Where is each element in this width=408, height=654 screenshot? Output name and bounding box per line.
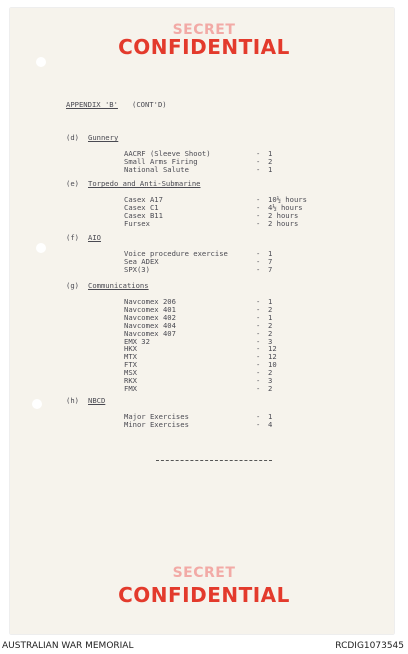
exercise-count: 1 <box>268 312 273 322</box>
exercise-count: 1 <box>268 412 273 421</box>
section-letter: (g) <box>66 281 79 290</box>
exercise-count: 4½ hours <box>268 202 303 212</box>
exercise-name: FTX <box>124 360 137 370</box>
exercise-count: 1 <box>268 164 273 174</box>
exercise-name: Voice procedure exercise <box>124 249 228 258</box>
exercise-count: 3 <box>268 336 273 346</box>
exercise-dash: - <box>256 264 261 274</box>
exercise-dash: - <box>256 304 261 314</box>
exercise-dash: - <box>256 249 261 258</box>
exercise-count: 7 <box>268 256 273 266</box>
exercise-name: Small Arms Firing <box>124 156 198 166</box>
appendix-continued: (CONT'D) <box>132 100 167 109</box>
exercise-count: 12 <box>268 352 277 362</box>
exercise-count: 10½ hours <box>268 195 307 204</box>
exercise-dash: - <box>256 360 261 370</box>
exercise-count: 2 <box>268 304 273 314</box>
exercise-name: MTX <box>124 352 137 362</box>
exercise-dash: - <box>256 344 261 354</box>
exercise-count: 2 <box>268 383 273 393</box>
stamp-confidential-bottom: CONFIDENTIAL <box>118 583 290 607</box>
appendix-heading: APPENDIX 'B' <box>66 100 118 109</box>
section-title: Torpedo and Anti-Submarine <box>88 179 201 188</box>
exercise-name: Navcomex 407 <box>124 328 176 338</box>
exercise-dash: - <box>256 412 261 421</box>
exercise-count: 2 <box>268 156 273 166</box>
exercise-dash: - <box>256 352 261 362</box>
exercise-name: Navcomex 402 <box>124 312 176 322</box>
exercise-name: MSX <box>124 368 137 378</box>
stamp-secret-bottom: SECRET <box>172 565 236 581</box>
exercise-count: 2 <box>268 320 273 330</box>
exercise-dash: - <box>256 383 261 393</box>
exercise-count: 2 hours <box>268 210 299 220</box>
exercise-dash: - <box>256 297 261 306</box>
exercise-name: FMX <box>124 383 137 393</box>
exercise-dash: - <box>256 336 261 346</box>
exercise-count: 2 <box>268 368 273 378</box>
section-title: Communications <box>88 281 149 290</box>
exercise-name: Minor Exercises <box>124 419 189 429</box>
exercise-count: 1 <box>268 297 273 306</box>
exercise-count: 4 <box>268 419 273 429</box>
exercise-name: Casex B11 <box>124 210 163 220</box>
exercise-dash: - <box>256 312 261 322</box>
exercise-name: Casex C1 <box>124 202 159 212</box>
exercise-dash: - <box>256 256 261 266</box>
exercise-name: RKX <box>124 376 137 385</box>
exercise-count: 7 <box>268 264 273 274</box>
exercise-dash: - <box>256 376 261 385</box>
punch-hole-top <box>36 57 46 67</box>
exercise-dash: - <box>256 164 261 174</box>
exercise-count: 12 <box>268 344 277 354</box>
exercise-count: 2 <box>268 328 273 338</box>
exercise-dash: - <box>256 149 261 158</box>
exercise-dash: - <box>256 195 261 204</box>
exercise-name: Sea ADEX <box>124 256 159 266</box>
exercise-name: Navcomex 401 <box>124 304 176 314</box>
exercise-dash: - <box>256 156 261 166</box>
exercise-name: Fursex <box>124 218 150 228</box>
exercise-count: 2 hours <box>268 218 299 228</box>
exercise-name: HKX <box>124 344 137 354</box>
section-letter: (f) <box>66 233 79 242</box>
exercise-dash: - <box>256 368 261 378</box>
exercise-count: 3 <box>268 376 273 385</box>
section-title: Gunnery <box>88 133 119 142</box>
footer-institution: AUSTRALIAN WAR MEMORIAL <box>2 641 134 651</box>
exercise-name: Casex A17 <box>124 195 163 204</box>
exercise-name: Navcomex 404 <box>124 320 176 330</box>
punch-hole-bottom <box>32 399 42 409</box>
exercise-dash: - <box>256 210 261 220</box>
exercise-name: AACRF (Sleeve Shoot) <box>124 149 211 158</box>
section-title: AIO <box>88 233 101 242</box>
exercise-dash: - <box>256 218 261 228</box>
punch-hole-middle <box>36 243 46 253</box>
stamp-secret-top: SECRET <box>172 22 236 38</box>
exercise-dash: - <box>256 419 261 429</box>
exercise-dash: - <box>256 328 261 338</box>
exercise-name: Navcomex 206 <box>124 297 176 306</box>
section-title: NBCD <box>88 396 106 405</box>
exercise-dash: - <box>256 202 261 212</box>
end-rule <box>156 460 272 461</box>
section-letter: (d) <box>66 133 79 142</box>
exercise-count: 10 <box>268 360 277 370</box>
footer-record-id: RCDIG1073545 <box>335 641 404 651</box>
section-letter: (h) <box>66 396 79 405</box>
exercise-name: Major Exercises <box>124 412 189 421</box>
exercise-dash: - <box>256 320 261 330</box>
exercise-name: SPX(3) <box>124 264 150 274</box>
exercise-count: 1 <box>268 249 273 258</box>
exercise-name: National Salute <box>124 164 189 174</box>
exercise-name: EMX 32 <box>124 336 150 346</box>
exercise-count: 1 <box>268 149 273 158</box>
stamp-confidential-top: CONFIDENTIAL <box>118 35 290 59</box>
section-letter: (e) <box>66 179 79 188</box>
